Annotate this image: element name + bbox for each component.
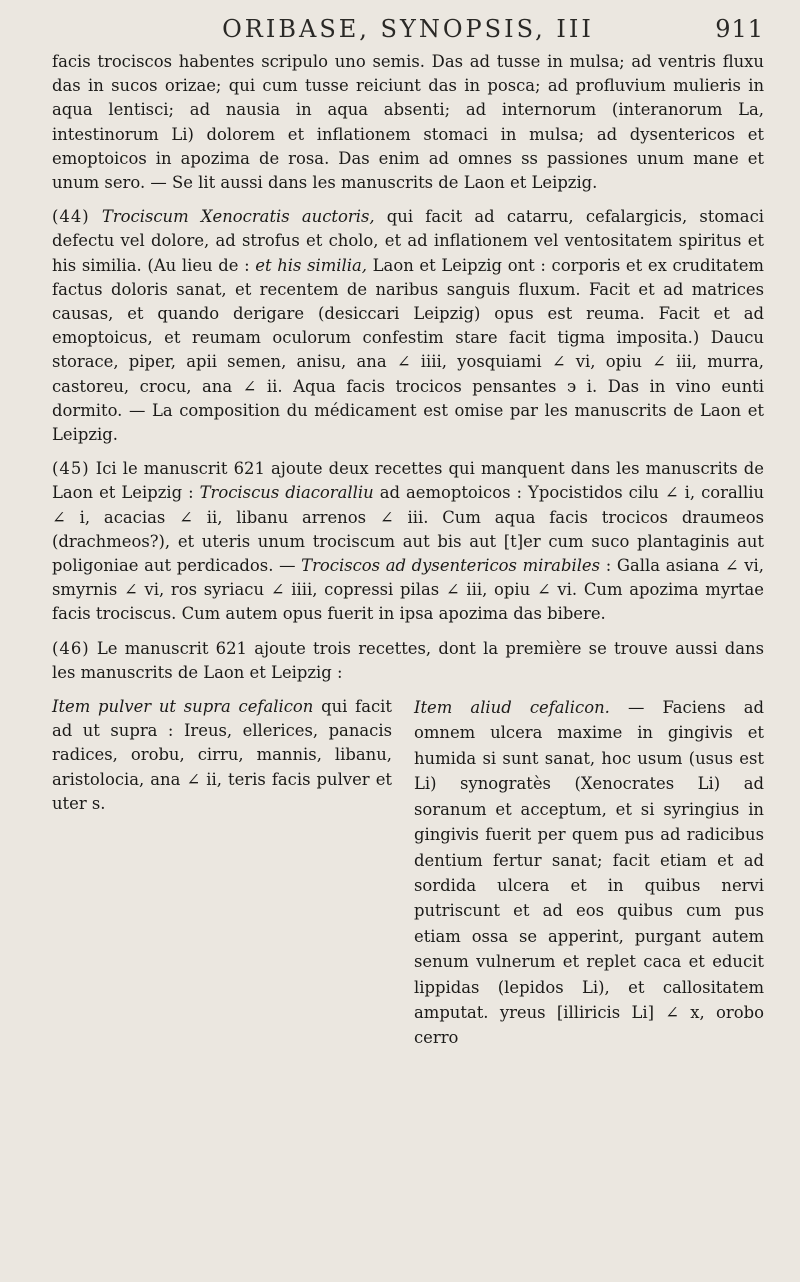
recipe-title: Trociscum Xenocratis auctoris,: [101, 207, 375, 227]
left-column: [52, 695, 392, 1051]
paragraph-text: qui facit ad catarru, cefalargicis, stomaci defectu vel dolore, ad strofus et cholo, et ad inflationem vel ventositatem spiritus et his similia. (Au lieu de :: [52, 207, 764, 275]
paragraph-44: [52, 205, 764, 447]
paragraph-number: (46): [52, 638, 90, 658]
italic-quote: et his similia,: [255, 255, 368, 275]
recipe-text: — Faciens ad omnem ulcera maxime in gingivis et humida si sunt sanat, hoc usum (usus est Li) synogratès (Xenocrates Li) ad soranum et acceptum, et si syringius in gingivis fuerit per quem pus ad radicibus dentium fertur sanat; facit etiam et ad sordida ulcera et in quibus nervi putriscunt et ad eos quibus cum pus etiam ossa se apperint, purgant autem senum vulnerum et replet caca et educit lippidas (lepidos Li), et callositatem amputat. yreus [illiricis Li] ∠ x, orobo cerro: [414, 698, 764, 1048]
intro-text: facis trociscos habentes scripulo uno semis. Das ad tusse in mulsa; ad ventris fluxu das in sucos orizae; qui cum tusse reiciunt das in posca; ad profluvium mulieris in aqua lentisci; ad nausia in aqua absenti; ad internorum (interanorum La, intestinorum Li) dolorem et inflationem stomaci in mulsa; ad dysentericos et emoptoicos in apozima de rosa. Das enim ad omnes ss passiones unum mane et unum sero. — Se lit aussi dans les manuscrits de Laon et Leipzig.: [52, 52, 764, 193]
recipe-text: qui facit ad ut supra : Ireus, ellerices, panacis radices, orobu, cirru, mannis, libanu, aristolocia, ana ∠ ii, teris facis pulver et uter s.: [52, 697, 393, 813]
intro-paragraph: [52, 50, 764, 195]
paragraph-46: [52, 637, 764, 685]
recipe-title: Trociscos ad dysentericos mirabiles: [301, 556, 601, 576]
paragraph-text: : Galla asiana ∠ vi, smyrnis ∠ vi, ros syriacu ∠ iiii, copressi pilas ∠ iii, opiu ∠ vi. Cum apozima myrtae facis trociscus. Cum autem opus fuerit in ipsa apozima das bibere.: [52, 556, 764, 624]
paragraph-text: Ici le manuscrit 621 ajoute deux recettes qui manquent dans les manuscrits de Laon et Leipzig :: [52, 459, 764, 503]
paragraph-number: (45): [52, 459, 90, 479]
paragraph-45: [52, 457, 764, 626]
two-column-recipes: [52, 695, 764, 1051]
recipe-title: Item aliud cefalicon.: [414, 698, 610, 718]
paragraph-text: Le manuscrit 621 ajoute trois recettes, dont la première se trouve aussi dans les manuscrits de Laon et Leipzig :: [52, 638, 764, 682]
right-column: [414, 695, 764, 1051]
page-number: 911: [715, 15, 764, 43]
running-title: ORIBASE, SYNOPSIS, III: [222, 15, 594, 43]
paragraph-text: ad aemoptoicos : Ypocistidos cilu ∠ i, coralliu ∠ i, acacias ∠ ii, libanu arrenos ∠ iii. Cum aqua facis trocicos draumeos (drachmeos?), et uteris unum trociscum aut bis aut [t]er cum suco plantaginis aut poligoniae aut perdicados. —: [52, 483, 765, 576]
recipe-title: Trociscus diacoralliu: [199, 483, 374, 503]
recipe-title: Item pulver ut supra cefalicon: [52, 697, 314, 717]
paragraph-number: (44): [52, 207, 90, 227]
running-header: [52, 8, 764, 50]
paragraph-text: Laon et Leipzig ont : corporis et ex cruditatem factus doloris sanat, et recentem de naribus sanguis fluxum. Facit et ad matrices causas, et quando derigare (desiccari Leipzig) opus est reuma. Facit et ad emoptoicus, et reumam oculorum confestim stare facit tigma imposita.) Daucu storace, piper, apii semen, anisu, ana ∠ iiii, yosquiami ∠ vi, opiu ∠ iii, murra, castoreu, crocu, ana ∠ ii. Aqua facis trocicos pensantes ϶ i. Das in vino eunti dormito. — La composition du médicament est omise par les manuscrits de Laon et Leipzig.: [52, 255, 764, 445]
